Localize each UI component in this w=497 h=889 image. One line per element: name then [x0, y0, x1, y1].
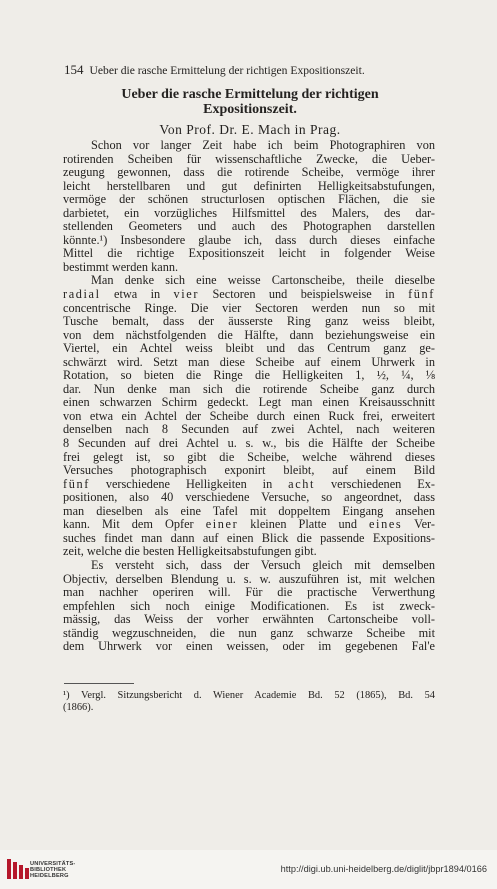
body-line: zeugung gewonnen, dass die rotirende Scheibe, vermöge ihrer	[63, 165, 435, 180]
permalink-url[interactable]: http://digi.ub.uni-heidelberg.de/diglit/jbpr1894/0166	[280, 864, 487, 874]
body-line: mässig, das Weiss der vorher erwähnten Cartonscheibe voll-	[63, 612, 435, 627]
body-line: dem Uhrwerk vor einen weissen, oder im gegebenen Fal'e	[63, 639, 435, 654]
digitization-footer	[0, 850, 497, 889]
body-line: Viertel, ein Achtel weiss bleibt und das Centrum ganz ge-	[63, 341, 435, 356]
body-line: 8 Secunden auf drei Achtel u. s. w., bis die Hälfte der Scheibe	[63, 436, 435, 451]
body-line: könnte.¹) Insbesondere glaube ich, dass durch dieses einfache	[63, 232, 435, 247]
body-line: Es versteht sich, dass der Versuch gleich mit demselben	[91, 557, 435, 572]
body-line: Tusche bemalt, dass der äusserste Ring ganz weiss bleibt,	[63, 314, 435, 329]
footnote-line: (1866).	[63, 702, 94, 713]
body-line: denselben nach 8 Secunden auf zwei Achtel, nach weiteren	[63, 422, 435, 437]
footnote	[63, 690, 435, 714]
body-line: einen schwarzen Schirm gedeckt. Legt man einen Kreisausschnitt	[63, 395, 435, 410]
spaced-word: eines	[369, 517, 403, 532]
body-line: vermöge der schönen structurlosen optischen Flächen, die sie	[63, 192, 435, 207]
body-line: Man denke sich eine weisse Cartonscheibe, theile dieselbe	[91, 273, 435, 288]
running-title: Ueber die rasche Ermittelung der richtigen Expositionszeit.	[89, 64, 365, 77]
spaced-word: fünf	[63, 476, 90, 491]
body-line: radial etwa in vier Sectoren und beispielsweise in fünf	[63, 287, 435, 302]
article-title-line-2: Expositionszeit.	[203, 102, 297, 117]
spaced-word: vier	[173, 287, 200, 302]
body-line: positionen, also 40 verschiedene Versuche, so angeordnet, dass	[63, 490, 435, 505]
footnote-rule	[64, 683, 134, 684]
page-number: 154	[64, 62, 84, 77]
body-line: kann. Mit dem Opfer einer kleinen Platte und eines Ver-	[63, 517, 435, 532]
spaced-word: radial	[63, 287, 101, 302]
body-line: rotirenden Scheiben für wissenschaftliche Zwecke, die Ueber-	[63, 151, 435, 166]
body-line: fünf verschiedene Helligkeiten in acht verschiedenen Ex-	[63, 476, 435, 491]
body-line: Objectiv, derselben Blendung u. s. w. auszuführen ist, mit welchen	[63, 571, 435, 586]
body-line: man dieselben als eine Tafel mit doppeltem Eingang ansehen	[63, 503, 435, 518]
article-author: Von Prof. Dr. E. Mach in Prag.	[159, 122, 341, 137]
running-header	[64, 62, 434, 78]
body-line: man nachher operiren will. Für die practische Verwerthung	[63, 585, 435, 600]
body-line: suches findet man dann auf einen Blick die passende Expositions-	[63, 530, 435, 545]
article-body	[63, 139, 435, 654]
article-title-line-1: Ueber die rasche Ermittelung der richtigen	[121, 87, 379, 102]
body-line: bestimmt werden kann.	[63, 259, 179, 274]
body-line: zeit, welche die besten Helligkeitsabstufungen gibt.	[63, 544, 317, 559]
body-line: darbietet, ein vorzügliches Hilfsmittel des Malers, des dar-	[63, 205, 435, 220]
body-line: dar. Nun denke man sich die rotirende Scheibe ganz durch	[63, 381, 435, 396]
body-line: Mittel die richtige Expositionszeit leicht in folgender Weise	[63, 246, 435, 261]
body-line: leicht herstellbaren und gut definirten Helligkeitsabstufungen,	[63, 178, 435, 193]
paragraph-3	[63, 559, 435, 654]
body-line: schwärzt wird. Setzt man diese Scheibe auf einem Uhrwerk in	[63, 354, 435, 369]
paragraph-2	[63, 274, 435, 558]
spaced-word: acht	[288, 476, 316, 491]
body-line: Versuches photographisch exponirt bleibt, auf einem Bild	[63, 463, 435, 478]
article-title	[60, 87, 440, 117]
library-name: UNIVERSITÄTS- BIBLIOTHEK HEIDELBERG	[30, 861, 76, 880]
footnote-line: ¹) Vergl. Sitzungsbericht d. Wiener Academie Bd. 52 (1865), Bd. 54	[63, 690, 435, 701]
body-line: concentrische Ringe. Die vier Sectoren werden nun so mit	[63, 300, 435, 315]
body-line: stellenden Geometers und auch des Photographen darstellen	[63, 219, 435, 234]
spaced-word: einer	[205, 517, 239, 532]
body-line: von dem nächstfolgenden die Hälfte, dann beziehungsweise ein	[63, 327, 435, 342]
body-line: Schon vor langer Zeit habe ich beim Photographiren von	[91, 138, 435, 152]
paragraph-1	[63, 139, 435, 274]
body-line: ständig wegzuschneiden, die nun ganz schwarze Scheibe mit	[63, 625, 435, 640]
body-line: empfehlen sich noch einige Modificationen. Es ist zweck-	[63, 598, 435, 613]
body-line: von etwa ein Achtel der Scheibe durch einen Ruck frei, erweitert	[63, 408, 435, 423]
body-line: frei gelegt ist, so gibt die Scheibe, welche während dieses	[63, 449, 435, 464]
spaced-word: fünf	[408, 287, 435, 302]
body-line: Rotation, so bieten die Ringe die Helligkeiten 1, ½, ¼, ⅛	[63, 368, 435, 383]
